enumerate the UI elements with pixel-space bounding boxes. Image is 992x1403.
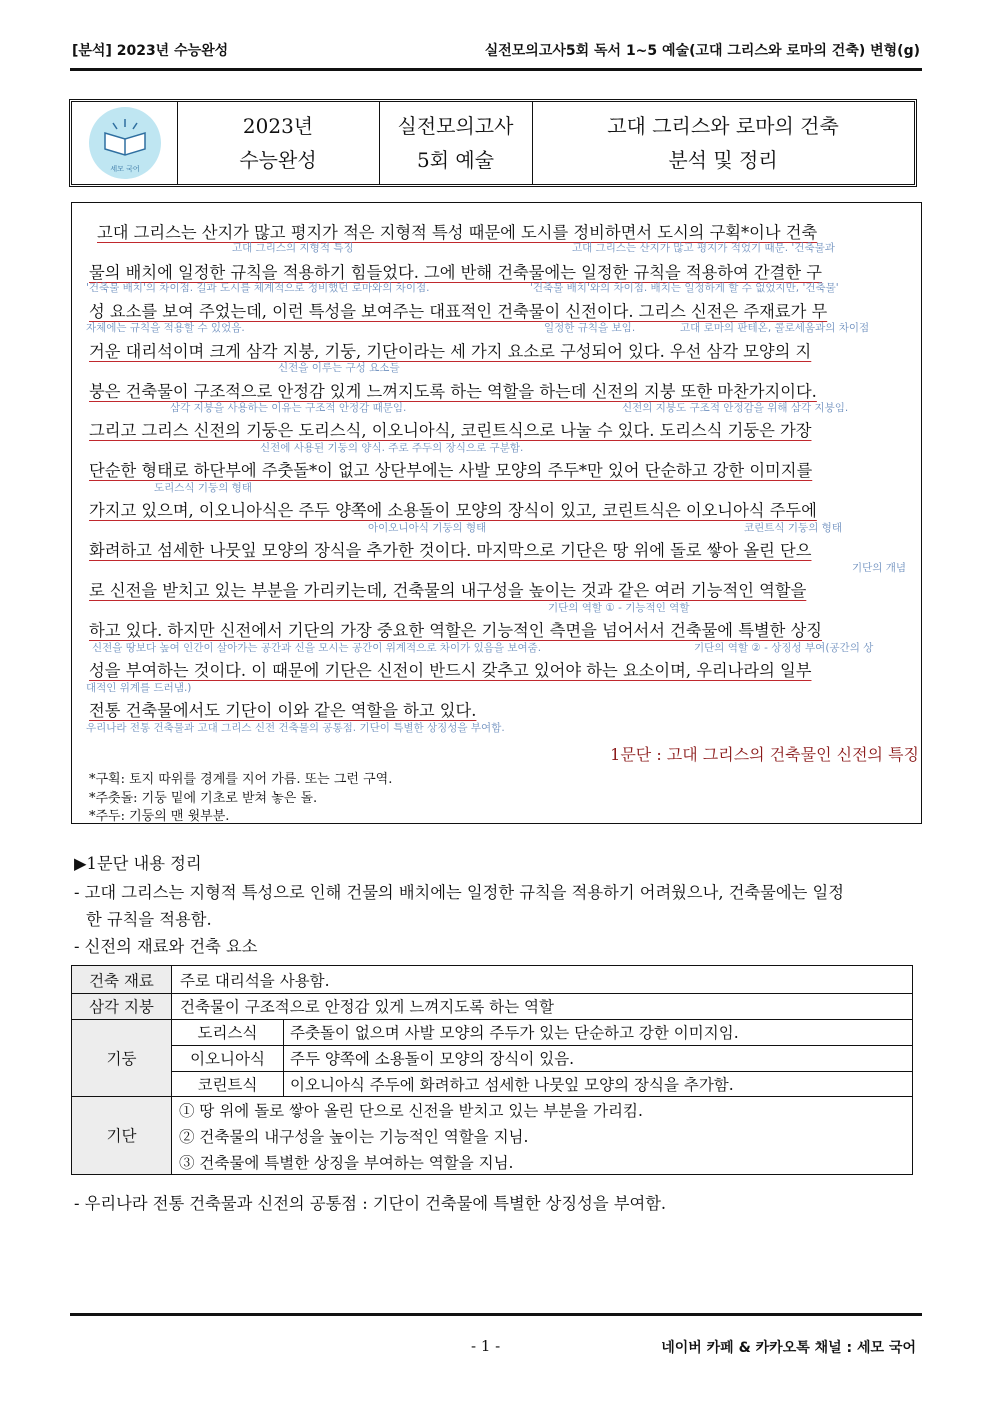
- title-cell-book: [177, 102, 380, 184]
- table-rule: [283, 1019, 284, 1096]
- annotation-note: 기단의 역할 ② - 상징성 부여(공간의 상: [694, 642, 874, 654]
- header-rule: [70, 68, 922, 71]
- header-right: 실전모의고사5회 독서 1~5 예술(고대 그리스와 로마의 건축) 변형(g): [484, 43, 920, 59]
- table-cell: 주두 양쪽에 소용돌이 모양의 장식이 있음.: [290, 1050, 575, 1068]
- passage-line: 하고 있다. 하지만 신전에서 기단의 가장 중요한 역할은 기능적인 측면을 넘어서서 건축물에 특별한 상징: [89, 621, 823, 640]
- annotation-note: '건축물 배치'의 차이점. 길과 도시를 체계적으로 정비했던 로마와의 차이점.: [86, 282, 430, 294]
- annotation-note: 고대 로마의 판테온, 콜로세움과의 차이점: [680, 322, 870, 334]
- passage-line: 단순한 형태로 하단부에 주춧돌*이 없고 상단부에는 사발 모양의 주두*만 있어 단순하고 강한 이미지를: [89, 461, 813, 480]
- title-box: [69, 99, 917, 187]
- passage-box: [71, 202, 922, 824]
- table-cell: 주로 대리석을 사용함.: [180, 971, 330, 990]
- title-round: 5회 예술: [416, 148, 495, 172]
- footer-rule: [70, 1313, 922, 1316]
- passage-line: 고대 그리스는 산지가 많고 평지가 적은 지형적 특성 때문에 도시를 정비하면서 도시의 구획*이나 건축: [97, 223, 818, 242]
- passage-line: 거운 대리석이며 크게 삼각 지붕, 기둥, 기단이라는 세 가지 요소로 구성되어 있다. 우선 삼각 모양의 지: [89, 342, 812, 361]
- passage-line: 화려하고 섬세한 나뭇잎 모양의 장식을 추가한 것이다. 마지막으로 기단은 땅 위에 돌로 쌓아 올린 단으: [89, 541, 812, 560]
- passage-line: 물의 배치에 일정한 규칙을 적용하기 힘들었다. 그에 반해 건축물에는 일정한 규칙을 적용하여 간결한 구: [89, 263, 823, 282]
- passage-line: 그리고 그리스 신전의 기둥은 도리스식, 이오니아식, 코린트식으로 나눌 수 있다. 도리스식 기둥은 가장: [89, 421, 812, 440]
- title-exam: 실전모의고사: [397, 114, 514, 138]
- table-head-roof: 삼각 지붕: [72, 993, 172, 1019]
- table-subhead: 도리스식: [197, 1024, 258, 1042]
- annotation-note: 고대 그리스는 산지가 많고 평지가 적었기 때문. '건축물과: [572, 242, 835, 254]
- annotation-note: 기단의 개념: [852, 562, 907, 574]
- passage-line: 전통 건축물에서도 기단이 이와 같은 역할을 하고 있다.: [89, 701, 477, 720]
- footnote: *주춧돌: 기둥 밑에 기초로 받쳐 놓은 돌.: [89, 791, 318, 806]
- summary-bullet: - 신전의 재료와 건축 요소: [74, 937, 258, 956]
- annotation-note: 대적인 위계를 드러냄.): [86, 682, 192, 694]
- passage-line: 붕은 건축물이 구조적으로 안정감 있게 느껴지도록 하는 역할을 하는데 신전의 지붕 또한 마찬가지이다.: [89, 382, 817, 401]
- table-cell: 주춧돌이 없으며 사발 모양의 주두가 있는 단순하고 강한 이미지임.: [290, 1024, 739, 1042]
- open-book-logo-icon: [85, 103, 165, 183]
- annotation-note: 도리스식 기둥의 형태: [154, 482, 252, 494]
- title-cell-exam: [379, 102, 533, 184]
- summary-table: [71, 965, 913, 1175]
- header-left: [분석] 2023년 수능완성: [72, 43, 229, 59]
- table-cell: ② 건축물의 내구성을 높이는 기능적인 역할을 지님.: [179, 1128, 529, 1146]
- table-cell: ③ 건축물에 특별한 상징을 부여하는 역할을 지님.: [179, 1153, 514, 1172]
- table-head-material: 건축 재료: [72, 966, 172, 993]
- passage-line: 성을 부여하는 것이다. 이 때문에 기단은 신전이 반드시 갖추고 있어야 하는 요소이며, 우리나라의 일부: [89, 661, 812, 680]
- annotation-note: 자체에는 규칙을 적용할 수 있었음.: [86, 322, 245, 334]
- footnote: *구획: 토지 따위를 경계를 지어 가름. 또는 그런 구역.: [89, 772, 393, 787]
- annotation-note: 신전에 사용된 기둥의 양식. 주로 주두의 장식으로 구분함.: [260, 442, 524, 454]
- table-cell: 이오니아식 주두에 화려하고 섬세한 나뭇잎 모양의 장식을 추가함.: [290, 1075, 734, 1094]
- summary-bullet: - 고대 그리스는 지형적 특성으로 인해 건물의 배치에는 일정한 규칙을 적용하기 어려웠으나, 건축물에는 일정: [74, 883, 844, 902]
- annotation-note: 신전을 이루는 구성 요소들: [278, 362, 400, 374]
- annotation-note: 우리나라 전통 건축물과 고대 그리스 신전 건축물의 공통점. 기단이 특별한 상징성을 부여함.: [86, 722, 505, 734]
- summary-bullet: - 우리나라 전통 건축물과 신전의 공통점 : 기단이 건축물에 특별한 상징성을 부여함.: [74, 1194, 667, 1213]
- table-subhead: 이오니아식: [190, 1050, 265, 1068]
- table-rule: [72, 1019, 912, 1020]
- passage-line: 성 요소를 보여 주었는데, 이런 특성을 보여주는 대표적인 건축물이 신전이다. 그리스 신전은 주재료가 무: [89, 302, 828, 321]
- annotation-note: 기단의 역할 ① - 기능적인 역할: [548, 602, 690, 614]
- table-rule: [72, 1096, 912, 1097]
- logo-cell: [72, 102, 178, 184]
- annotation-note: 삼각 지붕을 사용하는 이유는 구조적 안정감 때문임.: [170, 402, 407, 414]
- title-year: 2023년: [242, 114, 314, 138]
- annotation-note: '건축물 배치'와의 차이점. 배치는 일정하게 할 수 없었지만, '건축물': [530, 282, 839, 294]
- table-cell: ① 땅 위에 돌로 쌓아 올린 단으로 신전을 받치고 있는 부분을 가리킴.: [179, 1102, 643, 1120]
- annotation-note: 신전을 땅보다 높여 인간이 살아가는 공간과 신을 모시는 공간이 위계적으로 차이가 있음을 보여줌.: [92, 642, 542, 654]
- title-cell-topic: [532, 102, 914, 184]
- passage-line: 로 신전을 받치고 있는 부분을 가리키는데, 건축물의 내구성을 높이는 것과 같은 여러 기능적인 역할을: [89, 581, 807, 600]
- passage-line: 가지고 있으며, 이오니아식은 주두 양쪽에 소용돌이 모양의 장식이 있고, 코린트식은 이오니아식 주두에: [89, 501, 817, 520]
- footer-channel: 네이버 카페 & 카카오톡 채널 : 세모 국어: [661, 1340, 916, 1356]
- annotation-note: 아이오니아식 기둥의 형태: [368, 522, 487, 534]
- annotation-note: 일정한 규칙을 보임.: [544, 322, 636, 334]
- annotation-note: 신전의 지붕도 구조적 안정감을 위해 삼각 지붕임.: [622, 402, 849, 414]
- page-number: - 1 -: [471, 1337, 501, 1355]
- table-subhead: 코린트식: [197, 1075, 258, 1094]
- table-head-base: 기단: [72, 1096, 172, 1174]
- table-head-column: 기둥: [72, 1019, 172, 1096]
- paragraph-summary: 1문단 : 고대 그리스의 건축물인 신전의 특징: [610, 745, 919, 764]
- footnote: *주두: 기둥의 맨 윗부분.: [89, 809, 230, 824]
- table-cell: 건축물이 구조적으로 안정감 있게 느껴지도록 하는 역할: [180, 998, 554, 1016]
- table-rule: [72, 993, 912, 994]
- title-book: 수능완성: [239, 148, 317, 172]
- title-topic: 고대 그리스와 로마의 건축: [607, 114, 839, 138]
- logo-text: 세모 국어: [109, 165, 140, 173]
- section-heading: ▶1문단 내용 정리: [74, 854, 202, 873]
- title-analysis: 분석 및 정리: [668, 148, 778, 172]
- summary-bullet-cont: 한 규칙을 적용함.: [86, 910, 212, 929]
- annotation-note: 코린트식 기둥의 형태: [744, 522, 842, 534]
- annotation-note: 고대 그리스의 지형적 특징: [232, 242, 354, 254]
